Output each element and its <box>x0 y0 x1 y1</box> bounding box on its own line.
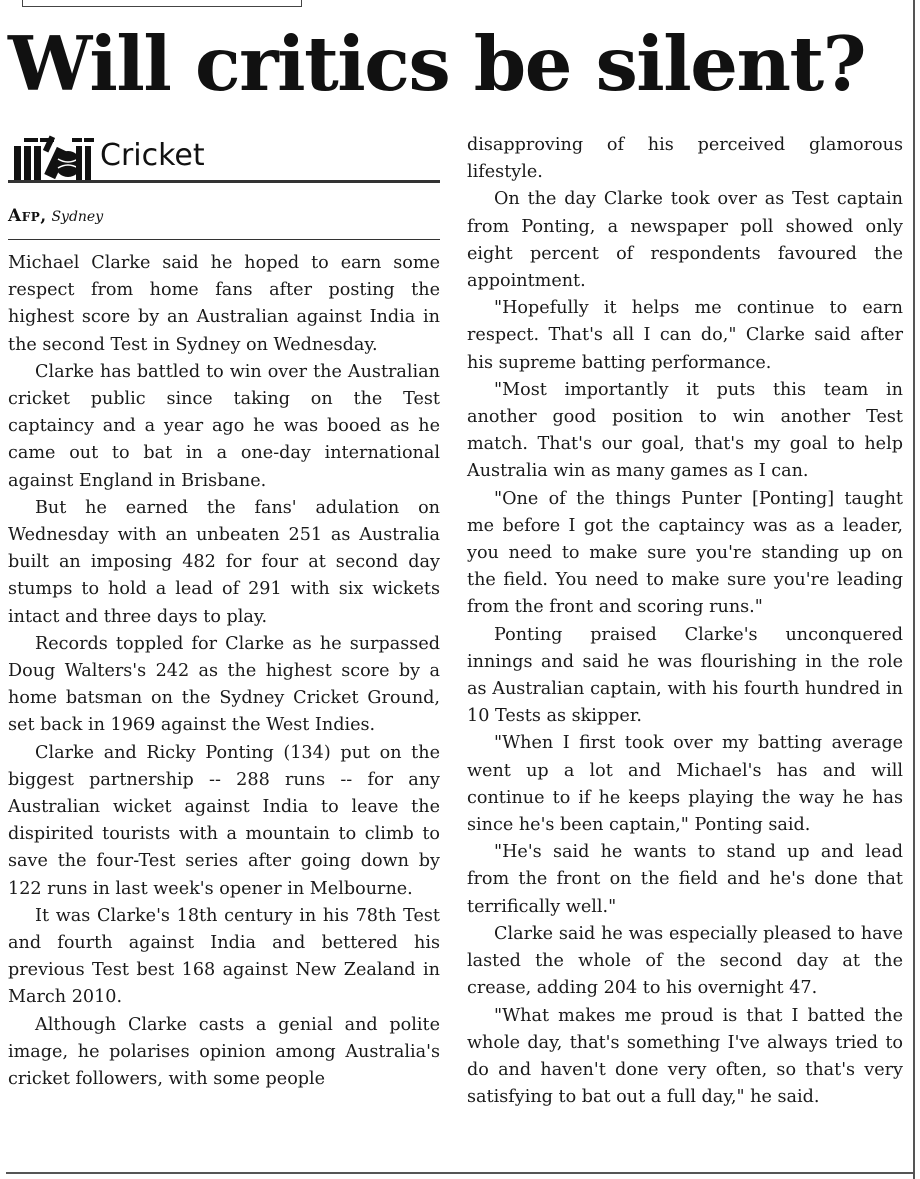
paragraph: "What makes me proud is that I batted the whole day, that's something I've always tried to do and haven't done very often, so that's very satisfying to bat out a full day," he said. <box>467 1005 903 1108</box>
top-frame-box <box>22 0 302 7</box>
paragraph: Clarke and Ricky Ponting (134) put on the biggest partnership -- 288 runs -- for any Australian wicket against India to leave the dispirited tourists with a mountain to climb to save the four-Test series after going down by 122 runs in last week's opener in Melbourne. <box>8 742 440 899</box>
paragraph: disapproving of his perceived glamorous lifestyle. <box>467 135 903 183</box>
paragraph: "Hopefully it helps me continue to earn respect. That's all I can do," Clarke said after his supreme batting performance. <box>467 298 903 373</box>
bottom-border-rule <box>6 1172 914 1174</box>
paragraph: Records toppled for Clarke as he surpassed Doug Walters's 242 as the highest score by a home batsman on the Sydney Cricket Ground, set back in 1969 against the West Indies. <box>8 633 440 736</box>
section-header <box>8 130 440 184</box>
paragraph: "Most importantly it puts this team in another good position to win another Test match. That's our goal, that's my goal to help Australia win as many games as I can. <box>467 379 903 482</box>
article-column-left <box>8 250 440 1093</box>
paragraph: On the day Clarke took over as Test captain from Ponting, a newspaper poll showed only eight percent of respondents favoured the appointment. <box>467 189 903 292</box>
paragraph: But he earned the fans' adulation on Wednesday with an unbeaten 251 as Australia built an imposing 482 for four at second day stumps to hold a lead of 291 with six wickets intact and three days to play. <box>8 497 440 627</box>
byline-rule <box>8 239 440 240</box>
paragraph: Although Clarke casts a genial and polite image, he polarises opinion among Australia's cricket followers, with some people <box>8 1014 440 1090</box>
right-border-rule <box>913 0 915 1179</box>
byline-place: Sydney <box>51 209 104 225</box>
byline-agency: Afp, <box>8 206 47 226</box>
headline: Will critics be silent? <box>8 20 866 108</box>
byline <box>8 204 440 229</box>
paragraph: Michael Clarke said he hoped to earn some respect from home fans after posting the highest score by an Australian against India in the second Test in Sydney on Wednesday. <box>8 253 440 355</box>
paragraph: It was Clarke's 18th century in his 78th Test and fourth against India and bettered his previous Test best 168 against New Zealand in March 2010. <box>8 905 440 1008</box>
paragraph: Ponting praised Clarke's unconquered innings and said he was flourishing in the role as Australian captain, with his fourth hundred in 10 Tests as skipper. <box>467 624 903 727</box>
paragraph: "When I first took over my batting average went up a lot and Michael's has and will continue to if he keeps playing the way he has since he's been captain," Ponting said. <box>467 733 903 836</box>
paragraph: Clarke said he was especially pleased to have lasted the whole of the second day at the crease, adding 204 to his overnight 47. <box>467 923 903 999</box>
cricket-stumps-icon <box>10 134 96 182</box>
paragraph: "He's said he wants to stand up and lead from the front on the field and he's done that terrifically well." <box>467 842 903 917</box>
section-label: Cricket <box>100 138 205 173</box>
paragraph: "One of the things Punter [Ponting] taught me before I got the captaincy was as a leader, you need to make sure you're standing up on the field. You need to make sure you're leading from the front and scoring runs." <box>467 488 903 618</box>
section-rule <box>8 180 440 183</box>
article-column-right <box>467 132 903 1111</box>
paragraph: Clarke has battled to win over the Australian cricket public since taking on the Test captaincy and a year ago he was booed as he came out to bat in a one-day international against England in Brisbane. <box>8 361 440 491</box>
